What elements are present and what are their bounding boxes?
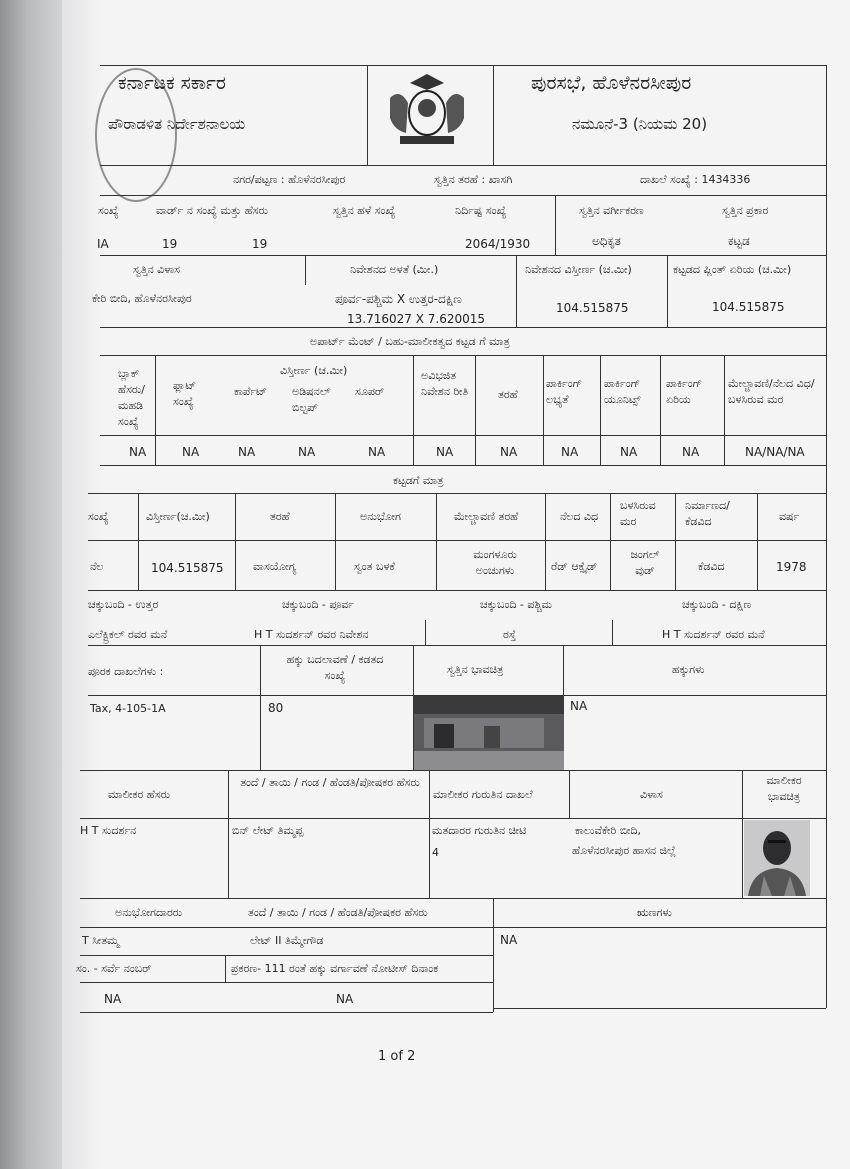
bldg-value-type: ವಾಸಯೋಗ್ಯ bbox=[253, 560, 297, 573]
site-area-value: 104.515875 bbox=[556, 301, 629, 315]
owner-id-doc: ಮತದಾರರ ಗುರುತಿನ ಚೀಟಿ bbox=[432, 824, 527, 837]
bldg-header-type: ತರಹೆ bbox=[270, 510, 290, 523]
apt-header-roof: ಮೇಲ್ಚಾವಣಿ/ನೆಲದ ವಿಧ/ಬಳಸಿರುವ ಮರ bbox=[728, 377, 815, 406]
bldg-value-no: ನೆಲ bbox=[90, 560, 104, 573]
owner-id-number: 4 bbox=[432, 846, 439, 859]
boundary-header-north: ಚಕ್ಕುಬಂದಿ - ಉತ್ತರ bbox=[88, 598, 159, 611]
property-address: ಕೇರಿ ಬೀದಿ, ಹೊಳೆನರಸೀಪುರ bbox=[92, 292, 192, 305]
city-label: ನಗರ/ಪಟ್ಟಣ : ಹೊಳೆನರಸೀಪುರ bbox=[233, 173, 346, 186]
docs-header-rights: ಹಕ್ಕುಗಳು bbox=[672, 663, 705, 676]
occupant-header-name: ಅನುಭೋಗದಾರರು bbox=[115, 906, 183, 919]
bldg-value-area: 104.515875 bbox=[151, 561, 224, 575]
apt-value-parking-units: NA bbox=[620, 445, 638, 459]
form-number: ನಮೂನೆ-3 (ನಿಯಮ 20) bbox=[572, 115, 708, 133]
apt-value-carpet: NA bbox=[238, 445, 256, 459]
bldg-value-floor: ರೆಡ್ ಆಕ್ಸೈಡ್ bbox=[551, 560, 598, 573]
dimension-header: ನಿವೇಶನದ ಅಳತೆ (ಮೀ.) bbox=[350, 263, 439, 276]
apt-value-flat: NA bbox=[182, 445, 200, 459]
address-header: ಸ್ವತ್ತಿನ ವಿಳಾಸ bbox=[133, 263, 180, 276]
apt-value-super: NA bbox=[368, 445, 386, 459]
apt-value-undivided: NA bbox=[436, 445, 454, 459]
bldg-value-built: ಕೆಡವಿದ bbox=[698, 560, 725, 573]
ward-value-no: IA bbox=[97, 237, 109, 251]
owner-header-photo: ಮಾಲೀಕರ ಭಾವಚಿತ್ರ bbox=[766, 774, 802, 803]
ward-header-no: ಸಂಖ್ಯೆ bbox=[98, 204, 119, 217]
notice-date-header: ಪ್ರಕರಣ- 111 ರಂತೆ ಹಕ್ಕು ವರ್ಗಾವಣೆ ನೋಟೀಸ್ ದಿನಾಂಕ bbox=[231, 962, 439, 975]
apt-header-parking-units: ಪಾರ್ಕಿಂಗ್ ಯೂನಿಟ್ಸ್ bbox=[604, 377, 641, 406]
bldg-header-no: ಸಂಖ್ಯೆ bbox=[88, 510, 109, 523]
notice-date-value: NA bbox=[336, 992, 354, 1006]
occupant-header-parent: ತಂದೆ / ತಾಯಿ / ಗಂಡ / ಹೆಂಡತಿ/ಪೋಷಕರ ಹೆಸರು bbox=[248, 906, 428, 919]
apt-header-flat: ಫ್ಲಾಟ್ ಸಂಖ್ಯೆ bbox=[173, 379, 197, 408]
bldg-header-floor: ನೆಲದ ವಿಧ bbox=[560, 510, 599, 523]
liabilities-value: NA bbox=[500, 933, 518, 947]
boundary-header-south: ಚಕ್ಕುಬಂದಿ - ದಕ್ಷಿಣ bbox=[682, 598, 752, 611]
docs-value-rights: NA bbox=[570, 699, 588, 713]
municipality-name: ಪುರಸಭೆ, ಹೊಳೆನರಸೀಪುರ bbox=[531, 72, 692, 94]
owner-parent-name: ಬಿನ್ ಲೇಟ್ ತಿಮ್ಮಪ್ಪ bbox=[232, 824, 304, 837]
occupant-name: T ಸೀತಮ್ಮ bbox=[82, 934, 120, 947]
owner-address-line2: ಹೊಳೆನರಸೀಪುರ ಹಾಸನ ಜಿಲ್ಲೆ bbox=[572, 844, 676, 857]
boundary-value-east: H T ಸುದರ್ಶನ್ ರವರ ನಿವೇಶನ bbox=[254, 628, 369, 641]
bldg-value-roof: ಮಂಗಳೂರು ಅಂಚುಗಳು bbox=[473, 548, 517, 577]
owner-header-parent: ತಂದೆ / ತಾಯಿ / ಗಂಡ / ಹೆಂಡತಿ/ಪೋಷಕರ ಹೆಸರು bbox=[240, 776, 420, 789]
site-area-header: ನಿವೇಶನದ ವಿಸ್ತೀರ್ಣ (ಚ.ಮೀ) bbox=[525, 263, 632, 276]
bldg-header-roof: ಮೇಲ್ಚಾವಣಿ ತರಹೆ bbox=[454, 510, 519, 523]
apt-value-roof: NA/NA/NA bbox=[745, 445, 805, 459]
boundary-header-east: ಚಕ್ಕುಬಂದಿ - ಪೂರ್ವ bbox=[282, 598, 355, 611]
boundary-value-north: ಎಲೆಕ್ಟ್ರಿಕಲ್ ರವರ ಮನೆ bbox=[88, 628, 168, 641]
owner-photo bbox=[744, 820, 810, 896]
apt-header-carpet: ಕಾರ್ಪೆಟ್ bbox=[234, 385, 267, 398]
ward-value-class: ಅಧಿಕೃತ bbox=[592, 234, 621, 248]
apt-header-super: ಸೂಪರ್ bbox=[355, 385, 385, 398]
page-fold-shadow bbox=[62, 0, 102, 1169]
survey-number-header: ಸಂ. - ಸರ್ವೆ ನಂಬರ್ bbox=[76, 962, 152, 975]
apt-value-parking-area: NA bbox=[682, 445, 700, 459]
owner-address-line1: ಕಾಲುವೆಕೇರಿ ಬೀದಿ, bbox=[575, 824, 641, 837]
ward-value-ward: 19 bbox=[162, 237, 178, 251]
apt-value-type: NA bbox=[500, 445, 518, 459]
liabilities-header: ಋಣಗಳು bbox=[637, 906, 672, 919]
dimension-label: ಪೂರ್ವ-ಪಶ್ಚಿಮ X ಉತ್ತರ-ದಕ್ಷಿಣ bbox=[335, 292, 462, 306]
owner-name: H T ಸುದರ್ಶನ bbox=[80, 824, 137, 837]
apt-header-additional: ಅಡಿಷನಲ್ ಬಿಲ್ಟಪ್ bbox=[292, 385, 331, 414]
dimension-value: 13.716027 X 7.620015 bbox=[347, 312, 485, 326]
property-type-label: ಸ್ವತ್ತಿನ ತರಹೆ : ಖಾಸಗಿ bbox=[434, 173, 513, 186]
docs-header-file-no: ಹಕ್ಕು ಬದಲಾವಣೆ / ಕಡತದ ಸಂಖ್ಯೆ bbox=[286, 653, 384, 682]
govt-name: ಕರ್ನಾಟಕ ಸರ್ಕಾರ bbox=[118, 72, 226, 94]
survey-number-value: NA bbox=[104, 992, 122, 1006]
owner-header-address: ವಿಳಾಸ bbox=[640, 788, 663, 801]
plinth-area-value: 104.515875 bbox=[712, 300, 785, 314]
apt-header-block: ಬ್ಲಾಕ್ ಹೆಸರು/ ಮಹಡಿ ಸಂಖ್ಯೆ bbox=[118, 367, 145, 428]
karnataka-emblem-icon bbox=[380, 68, 474, 150]
bldg-header-wood: ಬಳಸಿರುವ ಮರ bbox=[620, 499, 656, 528]
apt-value-parking-avail: NA bbox=[561, 445, 579, 459]
ward-header-kind: ಸ್ವತ್ತಿನ ಪ್ರಕಾರ bbox=[722, 204, 769, 217]
scan-left-edge bbox=[0, 0, 70, 1169]
bldg-value-usage: ಸ್ವಂತ ಬಳಕೆ bbox=[354, 560, 395, 573]
occupant-parent-name: ಲೇಟ್ II ತಿಮ್ಮೇಗೌಡ bbox=[250, 934, 324, 947]
apt-value-additional: NA bbox=[298, 445, 316, 459]
apt-header-parking-avail: ಪಾರ್ಕಿಂಗ್ ಲಭ್ಯತೆ bbox=[546, 377, 583, 406]
bldg-header-area: ವಿಸ್ತೀರ್ಣ(ಚ.ಮೀ) bbox=[146, 510, 210, 523]
owner-header-name: ಮಾಲೀಕರ ಹೆಸರು bbox=[108, 788, 171, 801]
building-section-title: ಕಟ್ಟಡಗೆ ಮಾತ್ರ bbox=[393, 474, 444, 487]
bldg-value-wood: ಜಂಗಲ್ ವುಡ್ bbox=[630, 548, 660, 577]
owner-header-id: ಮಾಲೀಕರ ಗುರುತಿನ ದಾಖಲೆ bbox=[433, 788, 533, 801]
ward-header-name: ವಾರ್ಡ್ ನ ಸಂಖ್ಯೆ ಮತ್ತು ಹೆಸರು bbox=[156, 204, 268, 217]
ward-value-spec-no: 2064/1930 bbox=[465, 237, 531, 251]
ward-header-class: ಸ್ವತ್ತಿನ ವರ್ಗೀಕರಣ bbox=[579, 204, 644, 217]
bldg-header-year: ವರ್ಷ bbox=[779, 510, 800, 523]
boundary-header-west: ಚಕ್ಕುಬಂದಿ - ಪಶ್ಚಿಮ bbox=[480, 598, 553, 611]
ward-header-spec-no: ನಿರ್ದಿಷ್ಟ ಸಂಖ್ಯೆ bbox=[455, 204, 507, 217]
bldg-header-built: ನಿರ್ಮಾಣದ/ ಕೆಡವಿದ bbox=[685, 499, 730, 528]
bldg-value-year: 1978 bbox=[776, 560, 807, 574]
boundary-value-south: H T ಸುದರ್ಶನ್ ರವರ ಮನೆ bbox=[662, 628, 765, 641]
boundary-value-west: ರಸ್ತೆ bbox=[503, 628, 517, 641]
apt-header-type: ತರಹೆ bbox=[498, 388, 518, 401]
apt-header-parking-area: ಪಾರ್ಕಿಂಗ್ ಏರಿಯ bbox=[666, 377, 703, 406]
docs-value-file-no: 80 bbox=[268, 701, 284, 715]
record-number: ದಾಖಲೆ ಸಂಖ್ಯೆ : 1434336 bbox=[640, 173, 751, 186]
apartment-section-title: ಅಪಾರ್ಟ್ ಮೆಂಟ್ / ಬಹು-ಮಾಲೀಕತ್ವದ ಕಟ್ಟಡ ಗೆ ಮಾತ್ರ bbox=[310, 335, 510, 348]
page-number: 1 of 2 bbox=[378, 1049, 416, 1064]
docs-header-photo: ಸ್ವತ್ತಿನ ಭಾವಚಿತ್ರ bbox=[447, 663, 504, 676]
apt-value-block: NA bbox=[129, 445, 147, 459]
bldg-header-usage: ಅನುಭೋಗ bbox=[360, 510, 401, 523]
ward-value-kind: ಕಟ್ಟಡ bbox=[728, 234, 750, 248]
directorate-name: ಪೌರಾಡಳಿತ ನಿರ್ದೇಶನಾಲಯ bbox=[108, 115, 246, 133]
docs-value-supporting: Tax, 4-105-1A bbox=[90, 702, 166, 715]
docs-header-supporting: ಪೂರಕ ದಾಖಲೆಗಳು : bbox=[88, 665, 164, 678]
ward-header-old-no: ಸ್ವತ್ತಿನ ಹಳೆ ಸಂಖ್ಯೆ bbox=[333, 204, 396, 217]
plinth-area-header: ಕಟ್ಟಡದ ಪ್ಲಿಂತ್ ಏರಿಯ (ಚ.ಮೀ) bbox=[673, 263, 792, 276]
ward-value-old-no: 19 bbox=[252, 237, 268, 251]
apartment-area-header: ವಿಸ್ತೀರ್ಣ (ಚ.ಮೀ) bbox=[280, 364, 348, 377]
apt-header-undivided: ಅವಿಭಜಿತ ನಿವೇಶನ ರೀತಿ bbox=[421, 369, 469, 398]
property-photo bbox=[414, 696, 564, 770]
